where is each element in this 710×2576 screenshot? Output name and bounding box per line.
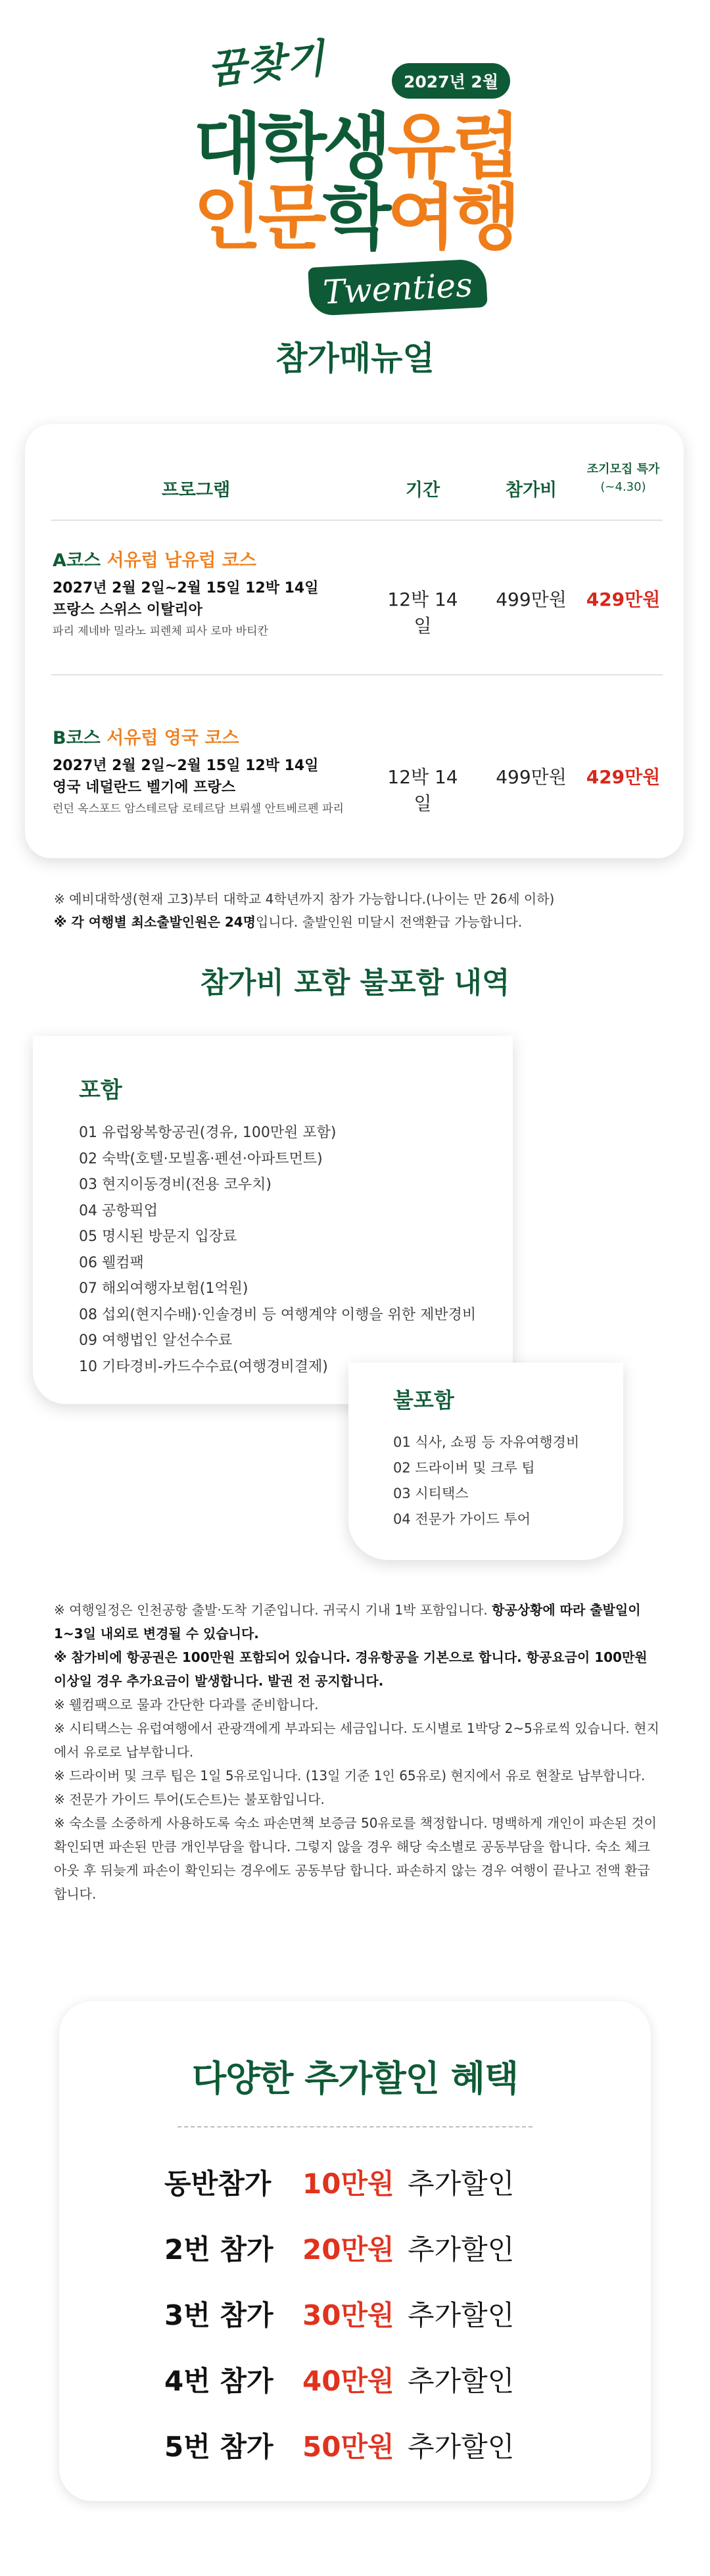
detail-notes	[54, 1598, 662, 1906]
hero-title-word: 학	[322, 177, 388, 259]
discount-label: 3번 참가	[164, 2299, 273, 2331]
note-line	[54, 1645, 662, 1693]
note-bold: 항공상황에 따라 출발일이 1~3일 내외로 변경될 수 있습니다.	[54, 1602, 641, 1641]
header-program: 프로그램	[161, 480, 231, 500]
note-line	[54, 911, 659, 934]
discount-amount: 30만원	[302, 2299, 394, 2331]
list-item: 08 섭외(현지수배)·인솔경비 등 여행계약 이행을 위한 제반경비	[79, 1306, 477, 1323]
include-card	[33, 1036, 513, 1404]
course-code: B코스	[53, 728, 101, 748]
header-period: 기간	[405, 480, 440, 500]
course-cities: 파리 제네바 밀라노 피렌체 피사 로마 바티칸	[53, 625, 269, 638]
course-early-price: 429만원	[586, 766, 661, 788]
list-item: 01 유럽왕복항공권(경유, 100만원 포함)	[79, 1125, 337, 1141]
discount-label: 동반참가	[164, 2168, 272, 2200]
course-dates: 2027년 2월 2일~2월 15일 12박 14일	[53, 758, 319, 774]
table-divider	[51, 520, 663, 521]
hero-title-word: 유럽	[387, 106, 517, 188]
exclude-card	[348, 1363, 623, 1560]
date-badge: 2027년 2월	[392, 63, 510, 99]
include-list	[79, 1120, 476, 1380]
hero-title-word: 인문	[193, 177, 323, 259]
list-item: 02 드라이버 및 크루 팁	[393, 1460, 535, 1476]
course-period: 12박 14일	[387, 589, 458, 637]
header-fee: 참가비	[505, 480, 557, 500]
discount-suffix: 추가할인	[408, 2431, 515, 2463]
note-line: ※ 전문가 가이드 투어(도슨트)는 불포함입니다.	[54, 1791, 325, 1807]
note-bold: ※ 각 여행별 최소출발인원은 24명	[54, 914, 256, 930]
header-early-sub: (~4.30)	[600, 480, 646, 494]
note-line: ※ 시티택스는 유럽여행에서 관광객에게 부과되는 세금입니다. 도시별로 1박당 2~5유로씩 있습니다. 현지에서 유로로 납부합니다.	[54, 1720, 659, 1760]
note-line: ※ 웰컴팩으로 물과 간단한 다과를 준비합니다.	[54, 1697, 319, 1713]
hero-title-line2	[0, 177, 710, 259]
discount-label: 2번 참가	[164, 2233, 273, 2266]
course-name	[53, 546, 256, 571]
brush-title: 꿈찾기	[205, 35, 328, 94]
course-title: 서유럽 영국 코스	[106, 728, 239, 748]
discount-amount: 20만원	[302, 2233, 394, 2266]
list-item: 07 해외여행자보험(1억원)	[79, 1280, 248, 1297]
list-item: 03 시티택스	[393, 1486, 469, 1501]
include-title: 포함	[79, 1077, 122, 1104]
list-item: 02 숙박(호텔·모빌홈·펜션·아파트먼트)	[79, 1150, 323, 1167]
note-text: ※ 여행일정은 인천공항 출발·도착 기준입니다. 귀국시 기내 1박 포함입니다.	[54, 1602, 492, 1618]
list-item: 04 전문가 가이드 투어	[393, 1511, 531, 1527]
discount-amount: 40만원	[302, 2365, 394, 2397]
list-item: 10 기타경비-카드수수료(여행경비결제)	[79, 1358, 328, 1375]
list-item: 01 식사, 쇼핑 등 자유여행경비	[393, 1434, 580, 1450]
list-item: 06 웰컴팩	[79, 1254, 144, 1271]
include-heading: 참가비 포함 불포함 내역	[200, 966, 510, 1000]
twenties-label: Twenties	[321, 266, 474, 312]
note-line: ※ 예비대학생(현재 고3)부터 대학교 4학년까지 참가 가능합니다.(나이는 만 26세 이하)	[54, 891, 555, 907]
course-code: A코스	[53, 550, 101, 571]
hero-title-line1	[0, 106, 710, 188]
exclude-list	[393, 1430, 579, 1532]
eligibility-notes	[54, 888, 659, 934]
course-countries: 프랑스 스위스 이탈리아	[53, 602, 202, 618]
discount-row	[164, 2360, 572, 2399]
hero-title-word: 대학생	[193, 106, 388, 188]
table-divider	[51, 674, 663, 675]
program-table-card	[25, 424, 684, 858]
discount-suffix: 추가할인	[408, 2233, 515, 2266]
note-text: 입니다. 출발인원 미달시 전액환급 가능합니다.	[255, 914, 523, 930]
discount-row	[164, 2162, 572, 2202]
course-countries: 영국 네덜란드 벨기에 프랑스	[53, 779, 236, 796]
course-period: 12박 14일	[387, 766, 458, 814]
header-early-label: 조기모집 특가	[586, 462, 660, 476]
discount-suffix: 추가할인	[408, 2168, 515, 2200]
course-early-price: 429만원	[586, 589, 661, 610]
discount-card	[59, 2001, 651, 2501]
discount-row	[164, 2294, 572, 2333]
header-early-price	[577, 460, 669, 496]
note-line	[54, 1598, 662, 1645]
manual-heading: 참가매뉴얼	[275, 339, 435, 377]
discount-row	[164, 2228, 572, 2268]
course-cities: 런던 옥스포드 암스테르담 로테르담 브뤼셀 안트베르펜 파리	[53, 802, 344, 815]
course-dates: 2027년 2월 2일~2월 15일 12박 14일	[53, 580, 319, 596]
list-item: 04 공항픽업	[79, 1202, 158, 1219]
discount-title: 다양한 추가할인 혜택	[191, 2058, 519, 2099]
course-name	[53, 723, 239, 749]
note-line: ※ 숙소를 소중하게 사용하도록 숙소 파손면책 보증금 50유로를 책정합니다. 명백하게 개인이 파손된 것이 확인되면 파손된 만큼 개인부담을 합니다. 그렇지 않을 경우 해당 숙소별로 공동부담을 합니다. 숙소 체크아웃 후 뒤늦게 파손이 확인되는 경우에도 공동부담 합니다. 파손하지 않는 경우 여행이 끝나고 전액 환급합니다.	[54, 1815, 657, 1902]
discount-label: 5번 참가	[164, 2431, 273, 2463]
exclude-title: 불포함	[393, 1388, 454, 1413]
discount-suffix: 추가할인	[408, 2299, 515, 2331]
course-title: 서유럽 남유럽 코스	[106, 550, 256, 571]
list-item: 09 여행법인 알선수수료	[79, 1332, 233, 1349]
hero-title-word: 여행	[387, 177, 517, 259]
list-item: 05 명시된 방문지 입장료	[79, 1228, 237, 1245]
course-fee: 499만원	[496, 766, 567, 788]
discount-suffix: 추가할인	[408, 2365, 515, 2397]
course-fee: 499만원	[496, 589, 567, 610]
discount-amount: 50만원	[302, 2431, 394, 2463]
discount-amount: 10만원	[302, 2168, 394, 2200]
list-item: 03 현지이동경비(전용 코우치)	[79, 1177, 272, 1193]
discount-row	[164, 2425, 572, 2465]
dashed-divider	[178, 2126, 532, 2127]
note-bold: ※ 참가비에 항공권은 100만원 포함되어 있습니다. 경유항공을 기본으로 합니다. 항공요금이 100만원 이상일 경우 추가요금이 발생합니다. 발권 전 공지합니다.	[54, 1649, 648, 1689]
note-line: ※ 드라이버 및 크루 팁은 1일 5유로입니다. (13일 기준 1인 65유로) 현지에서 유로 현찰로 납부합니다.	[54, 1768, 646, 1784]
discount-label: 4번 참가	[164, 2365, 273, 2397]
